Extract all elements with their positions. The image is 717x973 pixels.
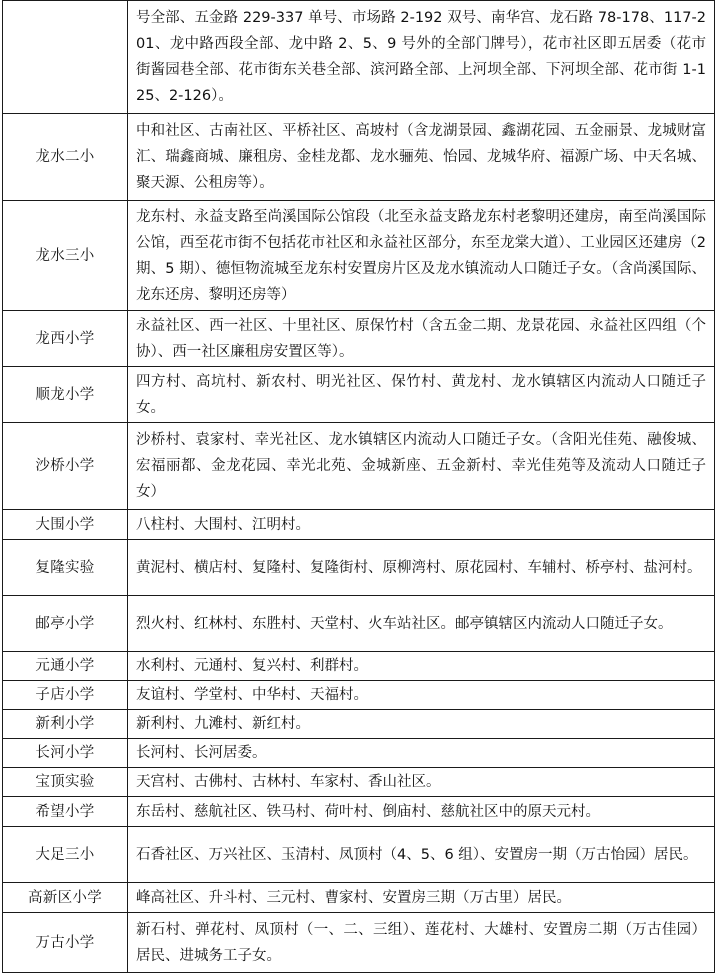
table-row bbox=[3, 681, 715, 710]
table-row bbox=[3, 540, 715, 596]
school-district-table bbox=[2, 0, 715, 973]
service-area-cell: 新利村、九滩村、新红村。 bbox=[128, 710, 715, 739]
service-area-cell: 峰高社区、升斗村、三元村、曹家村、安置房三期（万古里）居民。 bbox=[128, 883, 715, 913]
school-name-cell: 新利小学 bbox=[3, 710, 128, 739]
table-row bbox=[3, 510, 715, 540]
school-name-cell: 元通小学 bbox=[3, 652, 128, 681]
school-name-cell: 大围小学 bbox=[3, 510, 128, 540]
service-area-cell: 友谊村、学堂村、中华村、天福村。 bbox=[128, 681, 715, 710]
service-area-cell: 号全部、五金路 229-337 单号、市场路 2-192 双号、南华宫、龙石路 78-178、117-201、龙中路西段全部、龙中路 2、5、9 号外的全部门牌号），花市社区即五居委（花市街酱园巷全部、花市街东关巷全部、滨河路全部、上河坝全部、下河坝全部、花市街 1-125、2-126）。 bbox=[128, 1, 715, 114]
service-area-cell: 烈火村、红林村、东胜村、天堂村、火车站社区。邮亭镇辖区内流动人口随迁子女。 bbox=[128, 596, 715, 652]
school-name-cell: 龙水三小 bbox=[3, 201, 128, 311]
table-row bbox=[3, 201, 715, 311]
table-row bbox=[3, 423, 715, 510]
service-area-cell: 八柱村、大围村、江明村。 bbox=[128, 510, 715, 540]
school-name-cell: 宝顶实验 bbox=[3, 768, 128, 797]
table-row bbox=[3, 913, 715, 973]
school-name-cell: 龙西小学 bbox=[3, 311, 128, 367]
service-area-cell: 中和社区、古南社区、平桥社区、高坡村（含龙湖景园、鑫湖花园、五金丽景、龙城财富汇、瑞鑫商城、廉租房、金桂龙都、龙水骊苑、怡园、龙城华府、福源广场、中天名城、聚天源、公租房等）。 bbox=[128, 114, 715, 201]
service-area-cell: 黄泥村、横店村、复隆村、复隆街村、原柳湾村、原花园村、车辅村、桥亭村、盐河村。 bbox=[128, 540, 715, 596]
school-name-cell: 大足三小 bbox=[3, 827, 128, 883]
table-row bbox=[3, 827, 715, 883]
table-row bbox=[3, 710, 715, 739]
table-row bbox=[3, 596, 715, 652]
service-area-cell: 石香社区、万兴社区、玉清村、凤顶村（4、5、6 组）、安置房一期（万古怡园）居民。 bbox=[128, 827, 715, 883]
school-name-cell: 长河小学 bbox=[3, 739, 128, 768]
school-name-cell: 沙桥小学 bbox=[3, 423, 128, 510]
table-row bbox=[3, 883, 715, 913]
table-row bbox=[3, 1, 715, 114]
service-area-cell: 长河村、长河居委。 bbox=[128, 739, 715, 768]
table-row bbox=[3, 797, 715, 827]
service-area-cell: 新石村、弹花村、凤顶村（一、二、三组）、莲花村、大雄村、安置房二期（万古佳园）居民、进城务工子女。 bbox=[128, 913, 715, 973]
school-name-cell: 复隆实验 bbox=[3, 540, 128, 596]
table-row bbox=[3, 311, 715, 367]
service-area-cell: 永益社区、西一社区、十里社区、原保竹村（含五金二期、龙景花园、永益社区四组（个协）、西一社区廉租房安置区等）。 bbox=[128, 311, 715, 367]
school-name-cell: 龙水二小 bbox=[3, 114, 128, 201]
service-area-cell: 龙东村、永益支路至尚溪国际公馆段（北至永益支路龙东村老黎明还建房，南至尚溪国际公馆，西至花市街不包括花市社区和永益社区部分，东至龙棠大道）、工业园区还建房（2 期、5 期）、德恒物流城至龙东村安置房片区及龙水镇流动人口随迁子女。（含尚溪国际、龙东还房、黎明还房等） bbox=[128, 201, 715, 311]
school-name-cell: 子店小学 bbox=[3, 681, 128, 710]
school-name-cell: 邮亭小学 bbox=[3, 596, 128, 652]
service-area-cell: 天宫村、古佛村、古林村、车家村、香山社区。 bbox=[128, 768, 715, 797]
table-row bbox=[3, 739, 715, 768]
service-area-cell: 水利村、元通村、复兴村、利群村。 bbox=[128, 652, 715, 681]
school-name-cell bbox=[3, 1, 128, 114]
school-name-cell: 万古小学 bbox=[3, 913, 128, 973]
table-row bbox=[3, 367, 715, 423]
table-row bbox=[3, 114, 715, 201]
school-name-cell: 希望小学 bbox=[3, 797, 128, 827]
table-row bbox=[3, 768, 715, 797]
service-area-cell: 东岳村、慈航社区、铁马村、荷叶村、倒庙村、慈航社区中的原天元村。 bbox=[128, 797, 715, 827]
service-area-cell: 沙桥村、袁家村、幸光社区、龙水镇辖区内流动人口随迁子女。（含阳光佳苑、融俊城、宏福丽都、金龙花园、幸光北苑、金城新座、五金新村、幸光佳苑等及流动人口随迁子女） bbox=[128, 423, 715, 510]
school-name-cell: 顺龙小学 bbox=[3, 367, 128, 423]
school-name-cell: 高新区小学 bbox=[3, 883, 128, 913]
service-area-cell: 四方村、高坑村、新农村、明光社区、保竹村、黄龙村、龙水镇辖区内流动人口随迁子女。 bbox=[128, 367, 715, 423]
table-row bbox=[3, 652, 715, 681]
